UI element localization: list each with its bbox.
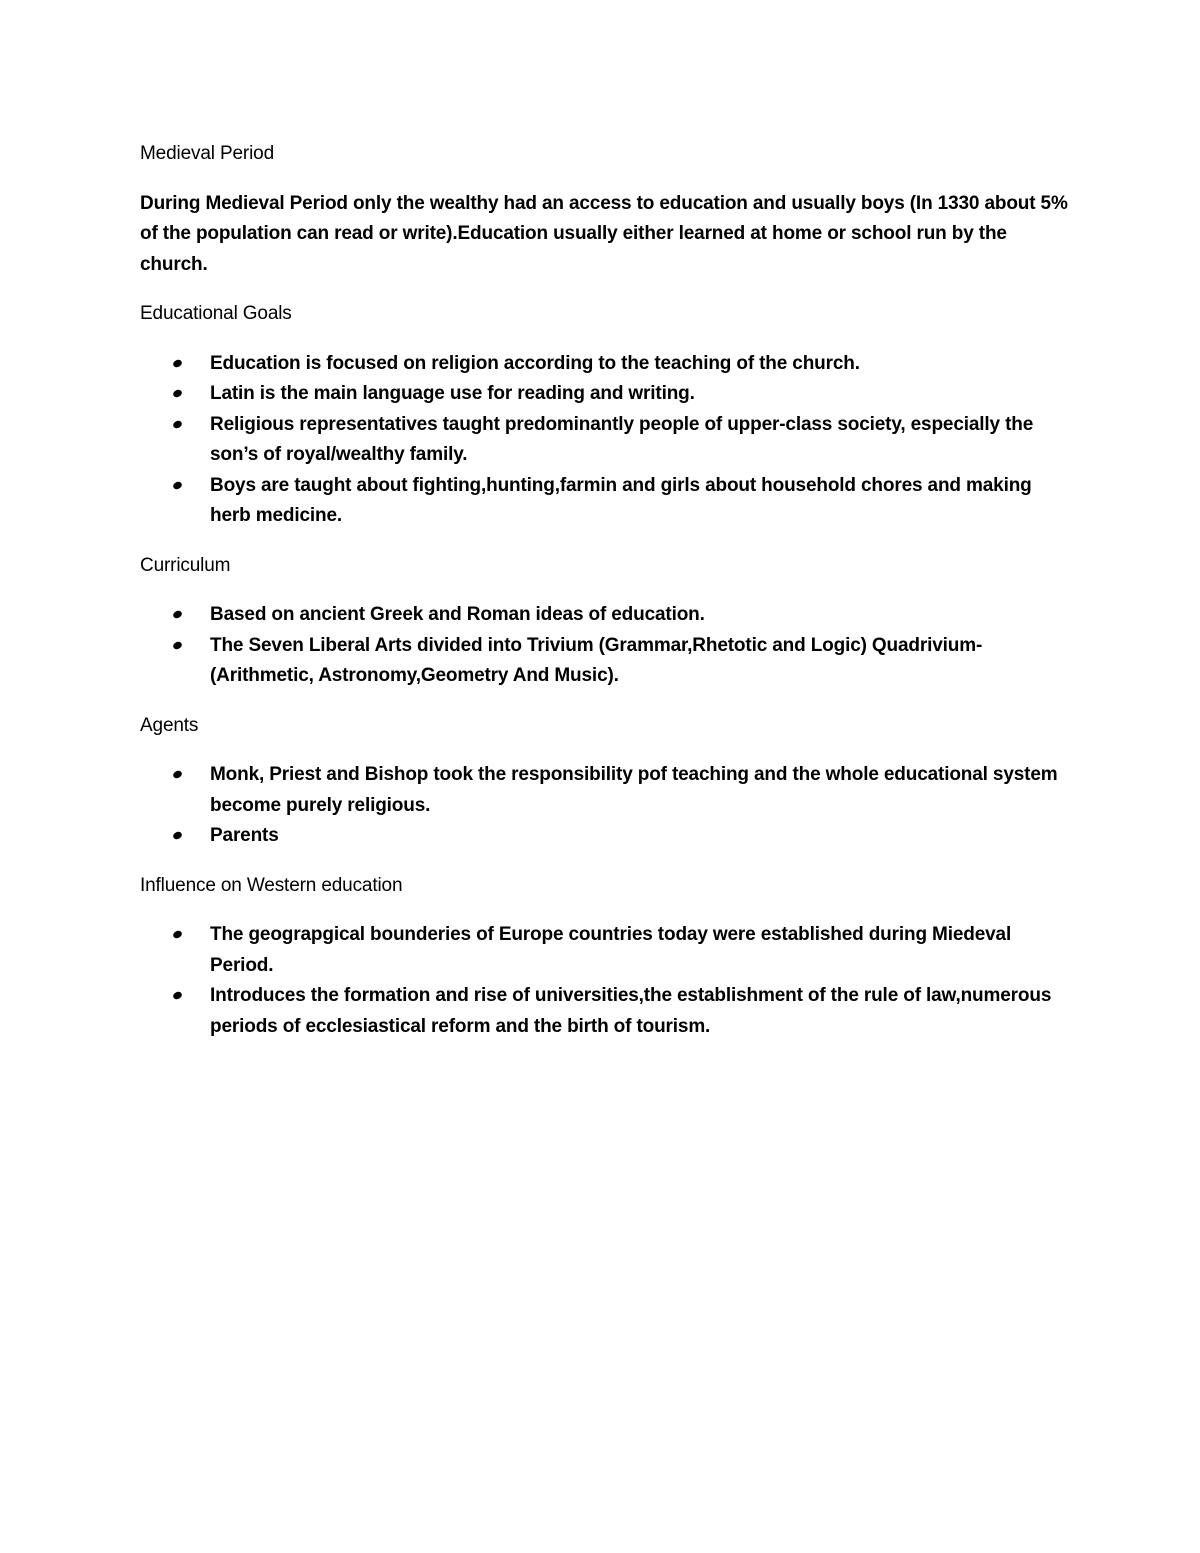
agents-list [140,760,1070,852]
bullet-icon [172,640,183,650]
bullet-icon [172,990,183,1000]
list-item [140,821,1070,852]
bullet-icon [172,929,183,939]
list-item-text: Introduces the formation and rise of universities,the establishment of the rule of law,numerous periods of ecclesiastical reform and the birth of tourism. [210,985,1052,1037]
list-item [140,920,1070,981]
bullet-icon [172,419,183,429]
list-item-text: Based on ancient Greek and Roman ideas of education. [210,604,705,625]
list-item [140,631,1070,692]
list-item [140,349,1070,380]
influence-list [140,920,1070,1042]
list-item [140,760,1070,821]
list-item [140,471,1070,532]
section-heading-influence: Influence on Western education [140,874,403,896]
document-page [140,139,1070,1061]
list-item [140,379,1070,410]
bullet-icon [172,388,183,398]
document-title: Medieval Period [140,143,274,164]
list-item-text: The geograpgical bounderies of Europe countries today were established during Miedeval Period. [210,924,1012,976]
list-item [140,410,1070,471]
list-item-text: Latin is the main language use for reading and writing. [210,383,695,404]
list-item-text: Parents [210,825,279,846]
educational-goals-list [140,349,1070,532]
curriculum-list [140,600,1070,692]
list-item-text: Religious representatives taught predominantly people of upper-class society, especially the son’s of royal/wealthy family. [210,413,1034,465]
list-item-text: The Seven Liberal Arts divided into Trivium (Grammar,Rhetotic and Logic) Quadrivium- (Arithmetic, Astronomy,Geometry And Music). [210,634,983,686]
section-heading-agents: Agents [140,714,199,736]
section-heading-curriculum: Curriculum [140,554,231,576]
bullet-icon [172,480,183,490]
section-heading-educational-goals: Educational Goals [140,303,292,324]
list-item [140,981,1070,1042]
bullet-icon [172,358,183,368]
intro-paragraph: During Medieval Period only the wealthy had an access to education and usually boys (In 1330 about 5% of the population can read or write).Education usually either learned at home or school run by the church. [140,192,1068,275]
list-item-text: Monk, Priest and Bishop took the responsibility pof teaching and the whole educational system become purely religious. [210,764,1058,816]
list-item-text: Boys are taught about fighting,hunting,farmin and girls about household chores and making herb medicine. [210,474,1032,526]
bullet-icon [172,830,183,840]
bullet-icon [172,609,183,619]
list-item-text: Education is focused on religion according to the teaching of the church. [210,352,860,374]
bullet-icon [172,769,183,779]
list-item [140,600,1070,631]
